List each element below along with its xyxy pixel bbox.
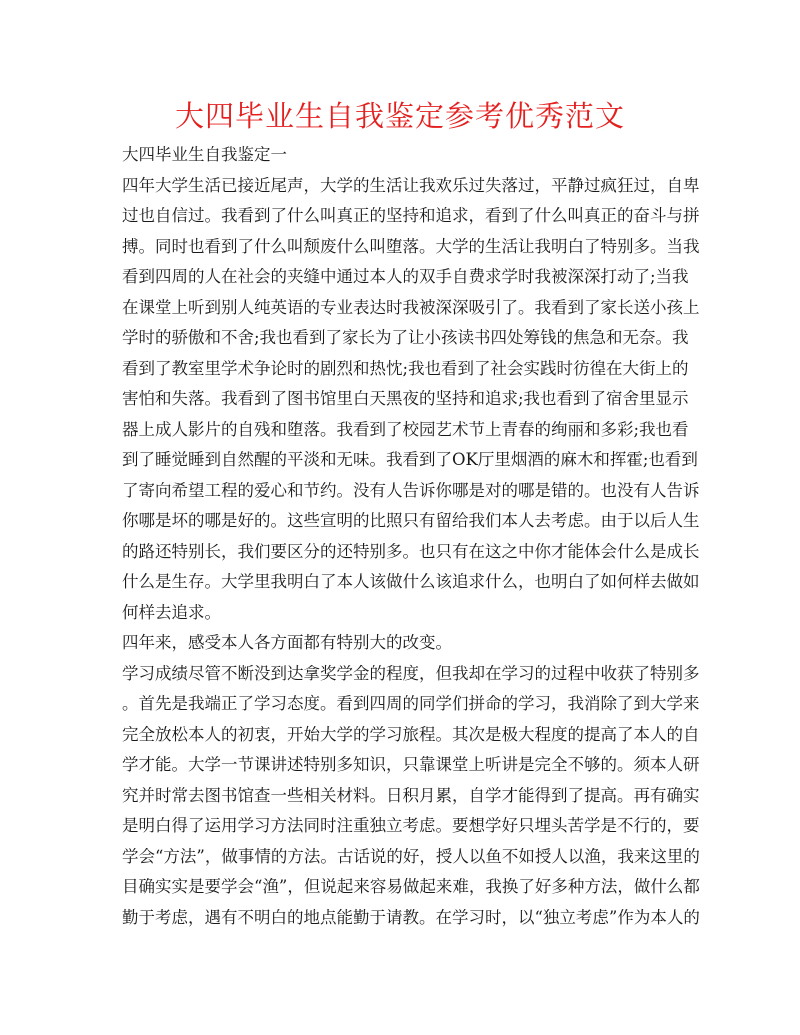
body-line: 过也自信过。我看到了什么叫真正的坚持和追求，看到了什么叫真正的奋斗与拼 <box>122 206 700 225</box>
body-line: 了寄向希望工程的爱心和节约。没有人告诉你哪是对的哪是错的。也没有人告诉 <box>122 480 700 500</box>
body-line: 在课堂上听到别人纯英语的专业表达时我被深深吸引了。我看到了家长送小孩上 <box>122 297 700 317</box>
body-line: 学时的骄傲和不舍;我也看到了家长为了让小孩读书四处筹钱的焦急和无奈。我 <box>122 328 689 347</box>
body-line: 器上成人影片的自残和堕落。我看到了校园艺术节上青春的绚丽和多彩;我也看 <box>122 419 689 439</box>
body-line: 看到四周的人在社会的夹缝中通过本人的双手自费求学时我被深深打动了;当我 <box>122 267 689 286</box>
document-title: 大四毕业生自我鉴定参考优秀范文 <box>174 99 625 133</box>
body-line: 看到了教室里学术争论时的剧烈和热忱;我也看到了社会实践时彷徨在大街上的 <box>122 358 689 378</box>
body-line: 是明白得了运用学习方法同时注重独立考虑。要想学好只埋头苦学是不行的，要 <box>122 816 700 835</box>
body-line: 的路还特别长，我们要区分的还特别多。也只有在这之中你才能体会什么是成长 <box>122 541 700 561</box>
body-line: 学会“方法”，做事情的方法。古话说的好，授人以鱼不如授人以渔，我来这里的 <box>122 846 700 866</box>
body-line: 完全放松本人的初衷，开始大学的学习旅程。其次是极大程度的提高了本人的自 <box>122 724 700 744</box>
body-line: 害怕和失落。我看到了图书馆里白天黑夜的坚持和追求;我也看到了宿舍里显示 <box>122 389 689 408</box>
document-body <box>122 140 700 933</box>
body-line: 你哪是坏的哪是好的。这些宣明的比照只有留给我们本人去考虑。由于以后人生 <box>122 511 700 530</box>
body-line: 究并时常去图书馆查一些相关材料。日积月累，自学才能得到了提高。再有确实 <box>122 785 700 805</box>
body-line: 四年来，感受本人各方面都有特别大的改变。 <box>122 633 452 652</box>
body-line: 什么是生存。大学里我明白了本人该做什么该追求什么，也明白了如何样去做如 <box>122 572 700 591</box>
body-line: 学才能。大学一节课讲述特别多知识，只靠课堂上听讲是完全不够的。须本人研 <box>122 755 700 774</box>
body-line: 搏。同时也看到了什么叫颓废什么叫堕落。大学的生活让我明白了特别多。当我 <box>122 236 700 256</box>
body-line: 学习成绩尽管不断没到达拿奖学金的程度，但我却在学习的过程中收获了特别多 <box>122 663 700 683</box>
body-line: 大四毕业生自我鉴定一 <box>122 145 287 164</box>
body-line: 四年大学生活已接近尾声，大学的生活让我欢乐过失落过，平静过疯狂过，自卑 <box>122 175 700 195</box>
body-line: 何样去追求。 <box>122 602 221 622</box>
body-line: 目确实实是要学会“渔”，但说起来容易做起来难，我换了好多种方法，做什么都 <box>122 877 700 896</box>
body-line: 勤于考虑，遇有不明白的地点能勤于请教。在学习时，以“独立考虑”作为本人的 <box>122 907 700 927</box>
body-line: 。首先是我端正了学习态度。看到四周的同学们拼命的学习，我消除了到大学来 <box>122 694 700 713</box>
body-line: 到了睡觉睡到自然醒的平淡和无味。我看到了OK厅里烟酒的麻木和挥霍;也看到 <box>122 450 698 469</box>
